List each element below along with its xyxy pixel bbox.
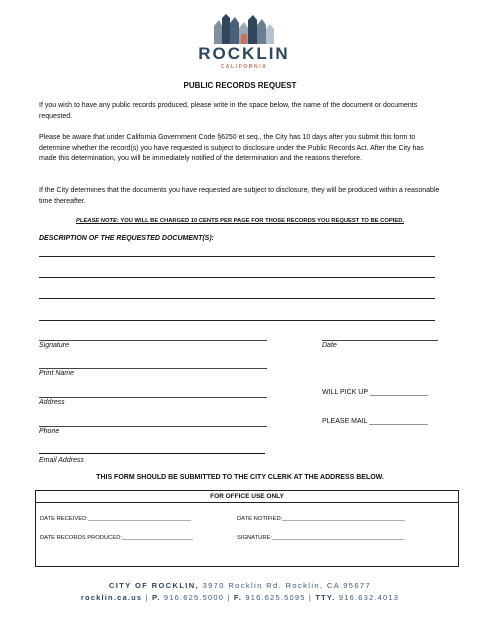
signature-label: Signature — [39, 342, 69, 349]
footer-contacts — [0, 593, 480, 602]
address-field[interactable] — [39, 397, 267, 398]
footer-fax: 916.625.5095 | — [242, 593, 316, 602]
date-received-field[interactable]: DATE RECEIVED:________________________________ — [40, 516, 192, 522]
note-text: : YOU WILL BE CHARGED 10 CENTS PER PAGE FOR THOSE RECORDS YOU REQUEST TO BE COPIED. — [116, 218, 404, 224]
date-field[interactable] — [322, 340, 438, 341]
phone-label: Phone — [39, 428, 60, 435]
skyline-logo-icon — [200, 14, 288, 44]
address-label: Address — [39, 399, 65, 406]
production-paragraph: If the City determines that the documents you have requested are subject to disclosure, they will be produced within a reasonable time thereafter. — [39, 187, 440, 205]
phone-field[interactable] — [39, 426, 267, 427]
footer-phone: 916.625.5000 | — [160, 593, 234, 602]
email-label: Email Address — [39, 457, 84, 464]
description-line-1[interactable] — [39, 256, 435, 257]
please-mail-option[interactable]: PLEASE MAIL _______________ — [322, 418, 428, 425]
footer-tty-label: TTY. — [315, 593, 336, 602]
footer-tty: 916.632.4013 — [335, 593, 400, 602]
footer-fax-label: F. — [233, 593, 243, 602]
description-label: DESCRIPTION OF THE REQUESTED DOCUMENT(S): — [39, 235, 215, 242]
signature-field[interactable] — [39, 340, 267, 341]
logo-subtitle: CALIFORNIA — [220, 64, 268, 70]
print-name-field[interactable] — [39, 368, 267, 369]
footer-phone-label: P. — [152, 593, 161, 602]
office-use-box — [35, 490, 459, 567]
date-records-produced-field[interactable]: DATE RECORDS PRODUCED:______________________ — [40, 535, 193, 541]
footer-website[interactable]: rocklin.ca.us — [80, 593, 143, 602]
description-line-2[interactable] — [39, 277, 435, 278]
date-label: Date — [322, 342, 337, 349]
footer-street: 3970 Rocklin Rd. Rocklin, CA 95677 — [199, 581, 372, 590]
office-use-heading: FOR OFFICE USE ONLY — [36, 491, 458, 503]
date-notified-field[interactable]: DATE NOTIFIED:______________________________________ — [237, 516, 405, 522]
submit-instruction: THIS FORM SHOULD BE SUBMITTED TO THE CITY CLERK AT THE ADDRESS BELOW. — [96, 474, 384, 481]
intro-paragraph: If you wish to have any public records produced, please write in the space below, the name of the document or documents requested. — [39, 102, 418, 120]
email-field[interactable] — [39, 453, 265, 454]
footer-separator: | — [142, 593, 153, 602]
copy-fee-note — [39, 218, 441, 224]
note-label: PLEASE NOTE — [75, 218, 117, 224]
footer-address — [0, 581, 480, 590]
footer-city: CITY OF ROCKLIN, — [108, 581, 200, 590]
logo-wordmark: ROCKLIN — [198, 44, 290, 63]
page-title: PUBLIC RECORDS REQUEST — [183, 81, 297, 90]
will-pick-up-option[interactable]: WILL PICK UP _______________ — [322, 389, 429, 396]
description-line-4[interactable] — [39, 320, 435, 321]
description-line-3[interactable] — [39, 298, 435, 299]
city-logo — [198, 14, 290, 70]
office-signature-field[interactable]: SIGNATURE:_________________________________________ — [237, 535, 405, 541]
print-name-label: Print Name — [39, 370, 75, 377]
disclosure-paragraph: Please be aware that under California Government Code §6250 et seq., the City has 10 days after you submit this form to determine whether the record(s) you have requested is subject to disclosure under the Public Records Act. After the City has made this determination, you will be immediately notified of the determination and the reasons therefore. — [39, 134, 424, 162]
